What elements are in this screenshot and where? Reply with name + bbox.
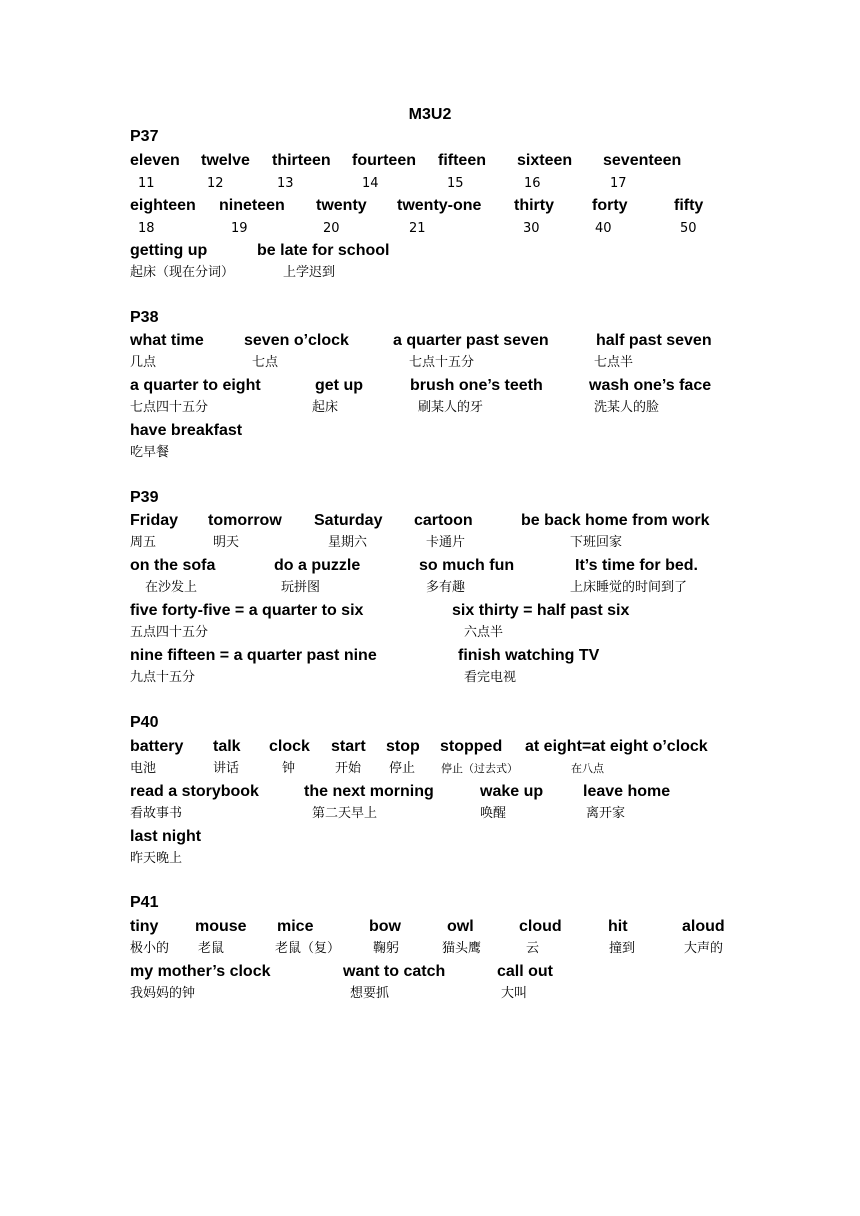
vocab-term: read a storybook — [130, 783, 259, 800]
translation-text: 讲话 — [213, 761, 240, 776]
vocab-term: sixteen — [517, 152, 573, 169]
page-heading-p41: P41 — [130, 894, 159, 911]
vocab-term: cloud — [519, 918, 562, 935]
translation-text: 40 — [595, 221, 612, 236]
vocab-term: mice — [277, 918, 314, 935]
translation-text: 13 — [277, 176, 294, 191]
page-heading-p39: P39 — [130, 489, 159, 506]
translation-text: 在沙发上 — [145, 580, 198, 595]
translation-text: 20 — [323, 221, 340, 236]
translation-text: 停止 — [389, 761, 416, 776]
vocab-term: stopped — [440, 738, 503, 755]
vocab-term: wash one’s face — [589, 377, 712, 394]
vocab-term: seven o’clock — [244, 332, 349, 349]
translation-text: 老鼠 — [198, 941, 225, 956]
translation-text: 洗某人的脸 — [594, 400, 660, 415]
vocab-term: getting up — [130, 242, 208, 259]
translation-text: 猫头鹰 — [442, 941, 482, 956]
translation-text: 在八点 — [571, 762, 604, 775]
vocab-term: five forty-five = a quarter to six — [130, 602, 364, 619]
translation-text: 六点半 — [464, 625, 504, 640]
translation-text: 五点四十五分 — [130, 625, 209, 640]
vocab-term: a quarter past seven — [393, 332, 549, 349]
translation-text: 19 — [231, 221, 248, 236]
vocab-term: wake up — [480, 783, 544, 800]
translation-text: 17 — [610, 176, 627, 191]
translation-text: 极小的 — [130, 941, 170, 956]
vocab-term: twenty-one — [397, 197, 482, 214]
vocab-term: Friday — [130, 512, 179, 529]
document-title: M3U2 — [408, 106, 452, 123]
translation-text: 16 — [524, 176, 541, 191]
vocab-term: eighteen — [130, 197, 196, 214]
vocab-term: seventeen — [603, 152, 682, 169]
vocab-term: leave home — [583, 783, 671, 800]
translation-text: 七点半 — [594, 355, 634, 370]
translation-text: 上学迟到 — [283, 265, 336, 280]
vocab-term: thirteen — [272, 152, 331, 169]
vocab-term: want to catch — [343, 963, 446, 980]
vocab-term: a quarter to eight — [130, 377, 261, 394]
vocab-term: tiny — [130, 918, 159, 935]
vocab-term: so much fun — [419, 557, 515, 574]
vocab-term: be late for school — [257, 242, 390, 259]
translation-text: 大叫 — [501, 986, 528, 1001]
translation-text: 刷某人的牙 — [418, 400, 484, 415]
translation-text: 明天 — [213, 535, 240, 550]
page-heading-p40: P40 — [130, 714, 159, 731]
vocab-term: have breakfast — [130, 422, 243, 439]
page-heading-p38: P38 — [130, 309, 159, 326]
translation-text: 停止（过去式） — [441, 762, 518, 775]
translation-text: 大声的 — [684, 941, 724, 956]
translation-text: 钟 — [282, 761, 296, 776]
vocab-term: fifty — [674, 197, 704, 214]
vocab-term: finish watching TV — [458, 647, 600, 664]
vocab-term: start — [331, 738, 366, 755]
vocab-term: nineteen — [219, 197, 285, 214]
vocab-term: stop — [386, 738, 420, 755]
vocab-term: owl — [447, 918, 474, 935]
vocab-term: on the sofa — [130, 557, 216, 574]
translation-text: 想要抓 — [350, 986, 390, 1001]
vocab-term: half past seven — [596, 332, 712, 349]
translation-text: 18 — [138, 221, 155, 236]
vocab-term: fourteen — [352, 152, 416, 169]
translation-text: 唤醒 — [480, 806, 507, 821]
translation-text: 玩拼图 — [281, 580, 321, 595]
translation-text: 七点四十五分 — [130, 400, 209, 415]
translation-text: 起床 — [312, 400, 339, 415]
vocab-term: nine fifteen = a quarter past nine — [130, 647, 377, 664]
vocab-term: twelve — [201, 152, 250, 169]
translation-text: 多有趣 — [426, 580, 466, 595]
translation-text: 七点 — [252, 355, 279, 370]
vocab-term: mouse — [195, 918, 247, 935]
vocab-term: eleven — [130, 152, 180, 169]
translation-text: 电池 — [130, 761, 157, 776]
translation-text: 15 — [447, 176, 464, 191]
translation-text: 30 — [523, 221, 540, 236]
translation-text: 云 — [526, 941, 540, 956]
translation-text: 下班回家 — [570, 535, 623, 550]
vocab-term: bow — [369, 918, 401, 935]
translation-text: 上床睡觉的时间到了 — [570, 580, 688, 595]
vocab-term: It’s time for bed. — [575, 557, 698, 574]
vocab-term: thirty — [514, 197, 554, 214]
translation-text: 几点 — [130, 355, 157, 370]
page-heading-p37: P37 — [130, 128, 159, 145]
vocab-term: do a puzzle — [274, 557, 361, 574]
vocab-term: call out — [497, 963, 554, 980]
vocab-term: be back home from work — [521, 512, 710, 529]
vocab-term: talk — [213, 738, 241, 755]
translation-text: 21 — [409, 221, 426, 236]
translation-text: 七点十五分 — [409, 355, 475, 370]
translation-text: 看完电视 — [464, 670, 517, 685]
vocab-term: hit — [608, 918, 628, 935]
translation-text: 周五 — [130, 535, 157, 550]
translation-text: 老鼠（复） — [275, 941, 341, 956]
translation-text: 撞到 — [609, 941, 636, 956]
vocab-term: Saturday — [314, 512, 383, 529]
translation-text: 14 — [362, 176, 379, 191]
translation-text: 看故事书 — [130, 806, 183, 821]
vocab-term: tomorrow — [208, 512, 282, 529]
translation-text: 星期六 — [328, 535, 368, 550]
vocab-term: fifteen — [438, 152, 486, 169]
vocab-term: six thirty = half past six — [452, 602, 630, 619]
translation-text: 我妈妈的钟 — [130, 986, 196, 1001]
translation-text: 12 — [207, 176, 224, 191]
vocab-term: get up — [315, 377, 363, 394]
translation-text: 开始 — [335, 761, 362, 776]
translation-text: 起床（现在分词） — [130, 265, 235, 280]
translation-text: 吃早餐 — [130, 445, 170, 460]
vocab-term: twenty — [316, 197, 367, 214]
vocab-term: forty — [592, 197, 628, 214]
vocab-term: clock — [269, 738, 310, 755]
translation-text: 昨天晚上 — [130, 851, 183, 866]
translation-text: 九点十五分 — [130, 670, 196, 685]
translation-text: 鞠躬 — [373, 941, 400, 956]
vocab-term: brush one’s teeth — [410, 377, 543, 394]
vocab-term: at eight=at eight o’clock — [525, 738, 708, 755]
vocab-term: aloud — [682, 918, 725, 935]
translation-text: 11 — [138, 176, 155, 191]
vocab-term: cartoon — [414, 512, 473, 529]
vocab-term: the next morning — [304, 783, 434, 800]
vocab-term: battery — [130, 738, 184, 755]
vocab-term: what time — [130, 332, 204, 349]
translation-text: 50 — [680, 221, 697, 236]
vocab-term: my mother’s clock — [130, 963, 271, 980]
translation-text: 卡通片 — [426, 535, 466, 550]
vocab-term: last night — [130, 828, 202, 845]
translation-text: 离开家 — [586, 806, 626, 821]
translation-text: 第二天早上 — [312, 806, 378, 821]
